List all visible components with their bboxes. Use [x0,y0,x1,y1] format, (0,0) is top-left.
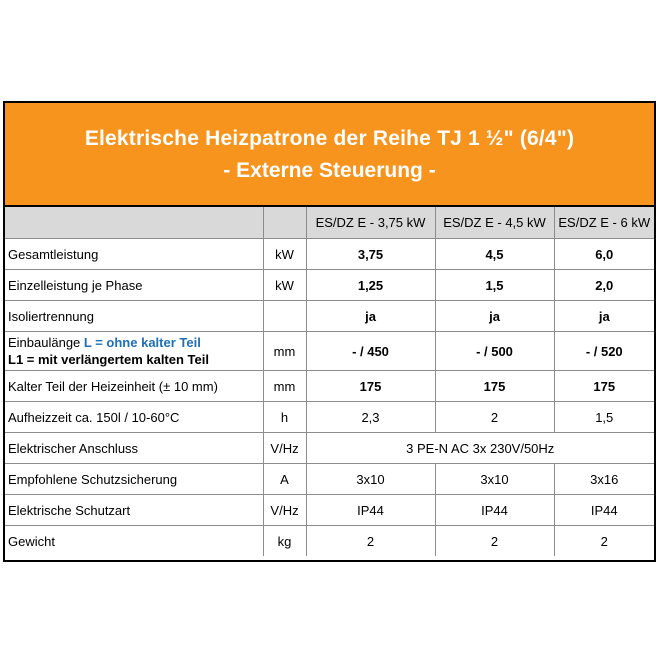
banner-subtitle: - Externe Steuerung - [223,159,436,182]
row-unit: h [263,402,306,433]
value-cell: IP44 [306,495,435,526]
label-line1-prefix: Einbaulänge [8,335,84,350]
table-row [5,270,654,301]
value-cell: - / 520 [554,332,654,371]
value-cell: 175 [435,371,554,402]
row-label: Aufheizzeit ca. 150l / 10-60°C [5,402,263,433]
value-cell: 6,0 [554,239,654,270]
header-blank-unit [263,207,306,239]
label-line1-highlight: L = ohne kalter Teil [83,335,201,350]
row-unit: kW [263,239,306,270]
table-row [5,301,654,332]
value-cell: 2 [306,526,435,557]
value-cell: ja [306,301,435,332]
row-unit [263,301,306,332]
value-cell: ja [435,301,554,332]
value-cell: 3x10 [435,464,554,495]
table-row [5,371,654,402]
value-cell: 2 [435,402,554,433]
column-header-model-3: ES/DZ E - 6 kW [554,207,654,239]
value-cell: 175 [554,371,654,402]
row-label-installation-length [5,332,263,371]
value-cell: - / 500 [435,332,554,371]
row-label: Gesamtleistung [5,239,263,270]
value-cell: 1,5 [554,402,654,433]
row-unit: kW [263,270,306,301]
row-label: Empfohlene Schutzsicherung [5,464,263,495]
value-cell: 175 [306,371,435,402]
value-cell: 1,25 [306,270,435,301]
column-header-model-2: ES/DZ E - 4,5 kW [435,207,554,239]
column-header-model-1: ES/DZ E - 3,75 kW [306,207,435,239]
table-row [5,332,654,371]
value-cell: 3,75 [306,239,435,270]
table-row [5,495,654,526]
row-label: Elektrische Schutzart [5,495,263,526]
row-unit: V/Hz [263,495,306,526]
row-unit: A [263,464,306,495]
row-label: Einzelleistung je Phase [5,270,263,301]
row-label: Gewicht [5,526,263,557]
table-row [5,402,654,433]
value-cell: 1,5 [435,270,554,301]
value-cell: 2,3 [306,402,435,433]
value-cell: 2 [554,526,654,557]
row-label: Elektrischer Anschluss [5,433,263,464]
value-cell: 4,5 [435,239,554,270]
value-cell: 2 [435,526,554,557]
spec-sheet [3,101,656,562]
table-row [5,526,654,557]
value-cell: IP44 [554,495,654,526]
title-banner [5,103,654,207]
spec-table [5,207,654,556]
table-row [5,464,654,495]
row-label: Kalter Teil der Heizeinheit (± 10 mm) [5,371,263,402]
value-cell: ja [554,301,654,332]
value-cell: 3x10 [306,464,435,495]
row-unit: mm [263,332,306,371]
row-unit: mm [263,371,306,402]
row-unit: V/Hz [263,433,306,464]
table-row [5,433,654,464]
table-header-row [5,207,654,239]
table-row [5,239,654,270]
merged-value-cell: 3 PE-N AC 3x 230V/50Hz [306,433,654,464]
value-cell: - / 450 [306,332,435,371]
value-cell: 2,0 [554,270,654,301]
row-unit: kg [263,526,306,557]
header-blank-label [5,207,263,239]
label-line2: L1 = mit verlängertem kalten Teil [8,352,209,367]
value-cell: 3x16 [554,464,654,495]
row-label: Isoliertrennung [5,301,263,332]
value-cell: IP44 [435,495,554,526]
banner-title: Elektrische Heizpatrone der Reihe TJ 1 ½" (6/4") [84,127,575,150]
